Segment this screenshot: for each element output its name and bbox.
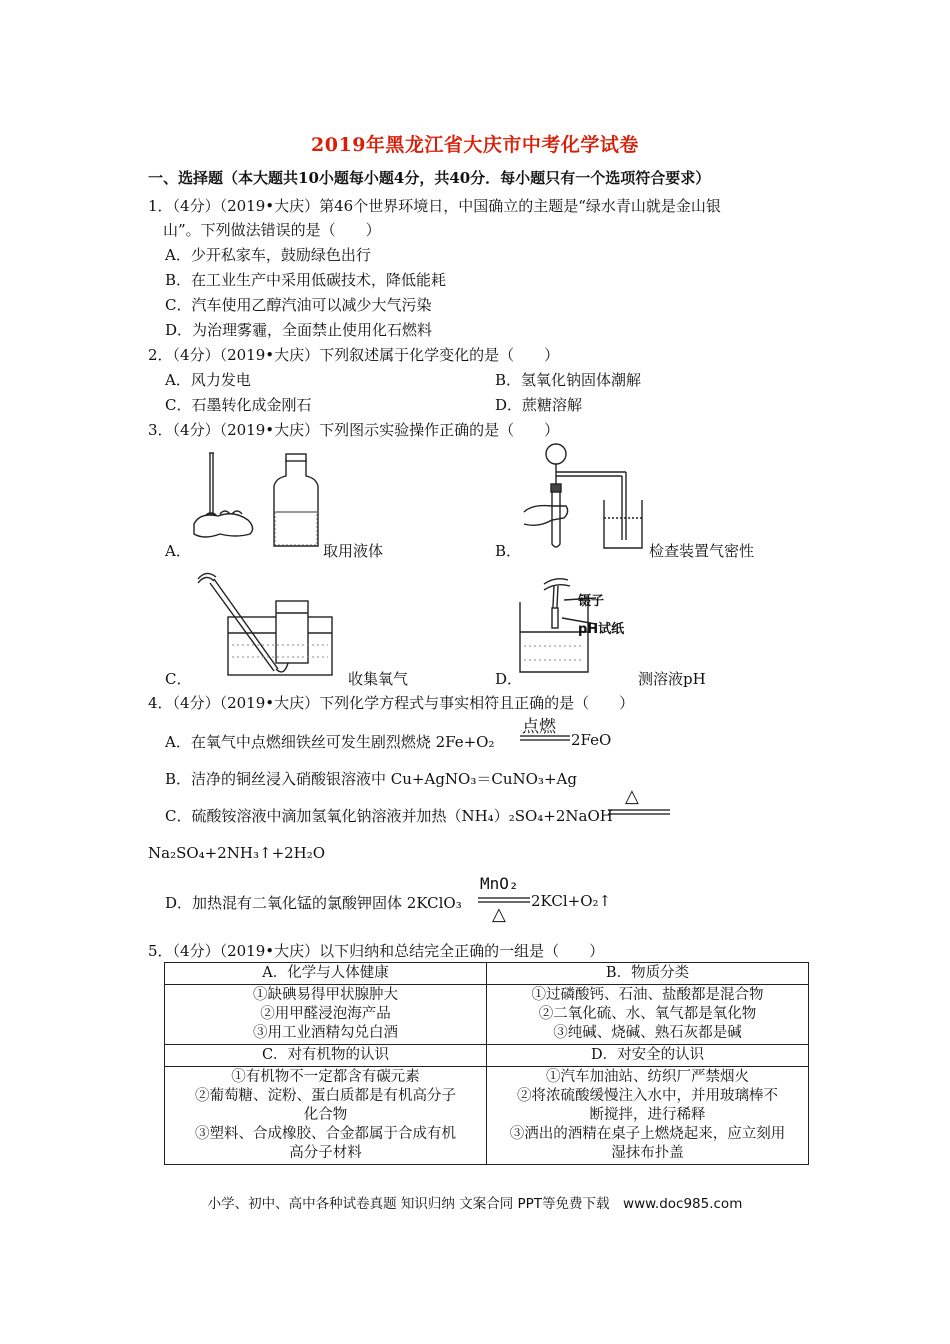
- q4-option-a: A．在氧气中点燃细铁丝可发生剧烈燃烧 2Fe+O₂: [165, 733, 495, 751]
- list-item: ③纯碱、烧碱、熟石灰都是碱: [553, 1025, 742, 1041]
- q5-knowledge-table: [164, 962, 809, 1165]
- list-item: ①有机物不一定都含有碳元素: [231, 1069, 420, 1085]
- q2-option-b: B．氢氧化钠固体潮解: [495, 371, 642, 389]
- label-ph-paper: pH试纸: [578, 622, 625, 637]
- table-head-a: A．化学与人体健康: [165, 963, 487, 985]
- q3-option-c-text: 收集氧气: [348, 670, 409, 688]
- figure-airtightness: [518, 440, 646, 552]
- q4-a-product: 2FeO: [571, 731, 612, 749]
- list-item: 断搅拌，进行稀释: [589, 1107, 706, 1123]
- table-head-c: C．对有机物的认识: [165, 1045, 487, 1067]
- table-head-b: B．物质分类: [487, 963, 809, 985]
- table-head-d: D．对安全的认识: [487, 1045, 809, 1067]
- q4-option-b: B．洁净的铜丝浸入硝酸银溶液中 Cu+AgNO₃＝CuNO₃+Ag: [165, 770, 577, 788]
- list-item: 湿抹布扑盖: [611, 1145, 684, 1161]
- q4-d-equals-sign: [478, 896, 530, 904]
- q4-d-heat: △: [492, 904, 506, 925]
- section-heading: 一、选择题（本大题共10小题每小题4分，共40分．每小题只有一个选项符合要求）: [148, 169, 711, 187]
- q4-option-d: D．加热混有二氧化锰的氯酸钾固体 2KClO₃: [165, 894, 462, 912]
- list-item: ②二氧化硫、水、氧气都是氧化物: [538, 1006, 757, 1022]
- q1-option-a: A．少开私家车，鼓励绿色出行: [165, 246, 371, 264]
- figure-collect-oxygen: [192, 565, 336, 681]
- q2-option-d: D．蔗糖溶解: [495, 396, 583, 414]
- list-item: 化合物: [303, 1107, 348, 1123]
- table-cell-b: [487, 985, 809, 1045]
- table-cell-c: [165, 1067, 487, 1165]
- q4-option-c: C．硫酸铵溶液中滴加氢氧化钠溶液并加热（NH₄）₂SO₄+2NaOH: [165, 807, 613, 825]
- q4-d-product: 2KCl+O₂↑: [531, 892, 612, 910]
- q3-option-d-text: 测溶液pH: [638, 670, 706, 688]
- table-cell-d: [487, 1067, 809, 1165]
- list-item: ③用工业酒精勾兑白酒: [253, 1025, 398, 1041]
- q4-stem: 4．（4分）（2019•大庆）下列化学方程式与事实相符且正确的是（ ）: [148, 694, 635, 712]
- q2-option-a: A．风力发电: [165, 371, 251, 389]
- q4-a-condition: 点燃: [522, 717, 556, 737]
- list-item: ①缺碘易得甲状腺肿大: [253, 987, 398, 1003]
- list-item: ②葡萄糖、淀粉、蛋白质都是有机高分子: [195, 1088, 456, 1104]
- q2-option-c: C．石墨转化成金刚石: [165, 396, 312, 414]
- list-item: ③洒出的酒精在桌子上燃烧起来，应立刻用: [509, 1126, 786, 1142]
- page-footer: 小学、初中、高中各种试卷真题 知识归纳 文案合同 PPT等免费下载 www.doc985.com: [207, 1196, 743, 1212]
- list-item: ②将浓硫酸缓慢注入水中，并用玻璃棒不: [517, 1088, 778, 1104]
- q2-stem: 2．（4分）（2019•大庆）下列叙述属于化学变化的是（ ）: [148, 346, 560, 364]
- list-item: ①汽车加油站、纺织厂严禁烟火: [546, 1069, 749, 1085]
- q3-option-b-text: 检查装置气密性: [649, 542, 755, 560]
- paper-title: 2019年黑龙江省大庆市中考化学试卷: [311, 134, 639, 156]
- table-cell-a: [165, 985, 487, 1045]
- figure-take-liquid: [190, 450, 325, 552]
- list-item: ①过磷酸钙、石油、盐酸都是混合物: [531, 987, 764, 1003]
- q4-c-product: Na₂SO₄+2NH₃↑+2H₂O: [148, 844, 326, 862]
- q1-option-c: C．汽车使用乙醇汽油可以减少大气污染: [165, 296, 432, 314]
- q3-option-b-letter: B．: [495, 542, 522, 560]
- list-item: ②用甲醛浸泡海产品: [260, 1006, 391, 1022]
- q3-option-a-text: 取用液体: [323, 542, 384, 560]
- q1-stem-line2: 山”。下列做法错误的是（ ）: [163, 221, 381, 239]
- q3-option-c-letter: C．: [165, 670, 192, 688]
- q1-option-d: D．为治理雾霾，全面禁止使用化石燃料: [165, 321, 433, 339]
- list-item: ③塑料、合成橡胶、合金都属于合成有机: [195, 1126, 456, 1142]
- q5-stem: 5．（4分）（2019•大庆）以下归纳和总结完全正确的一组是（ ）: [148, 942, 605, 960]
- q3-option-a-letter: A．: [165, 542, 191, 560]
- q3-option-d-letter: D．: [495, 670, 523, 688]
- label-tweezers: 镊子: [578, 594, 605, 609]
- list-item: 高分子材料: [289, 1145, 362, 1161]
- q1-stem-line1: 1．（4分）（2019•大庆）第46个世界环境日，中国确立的主题是“绿水青山就是金山银: [148, 197, 721, 215]
- q4-c-condition: △: [625, 786, 639, 807]
- q4-a-equals-sign: [520, 734, 570, 742]
- q1-option-b: B．在工业生产中采用低碳技术，降低能耗: [165, 271, 447, 289]
- q4-c-equals-sign: [608, 808, 670, 816]
- q4-d-catalyst: MnO₂: [480, 874, 519, 893]
- q3-stem: 3．（4分）（2019•大庆）下列图示实验操作正确的是（ ）: [148, 421, 560, 439]
